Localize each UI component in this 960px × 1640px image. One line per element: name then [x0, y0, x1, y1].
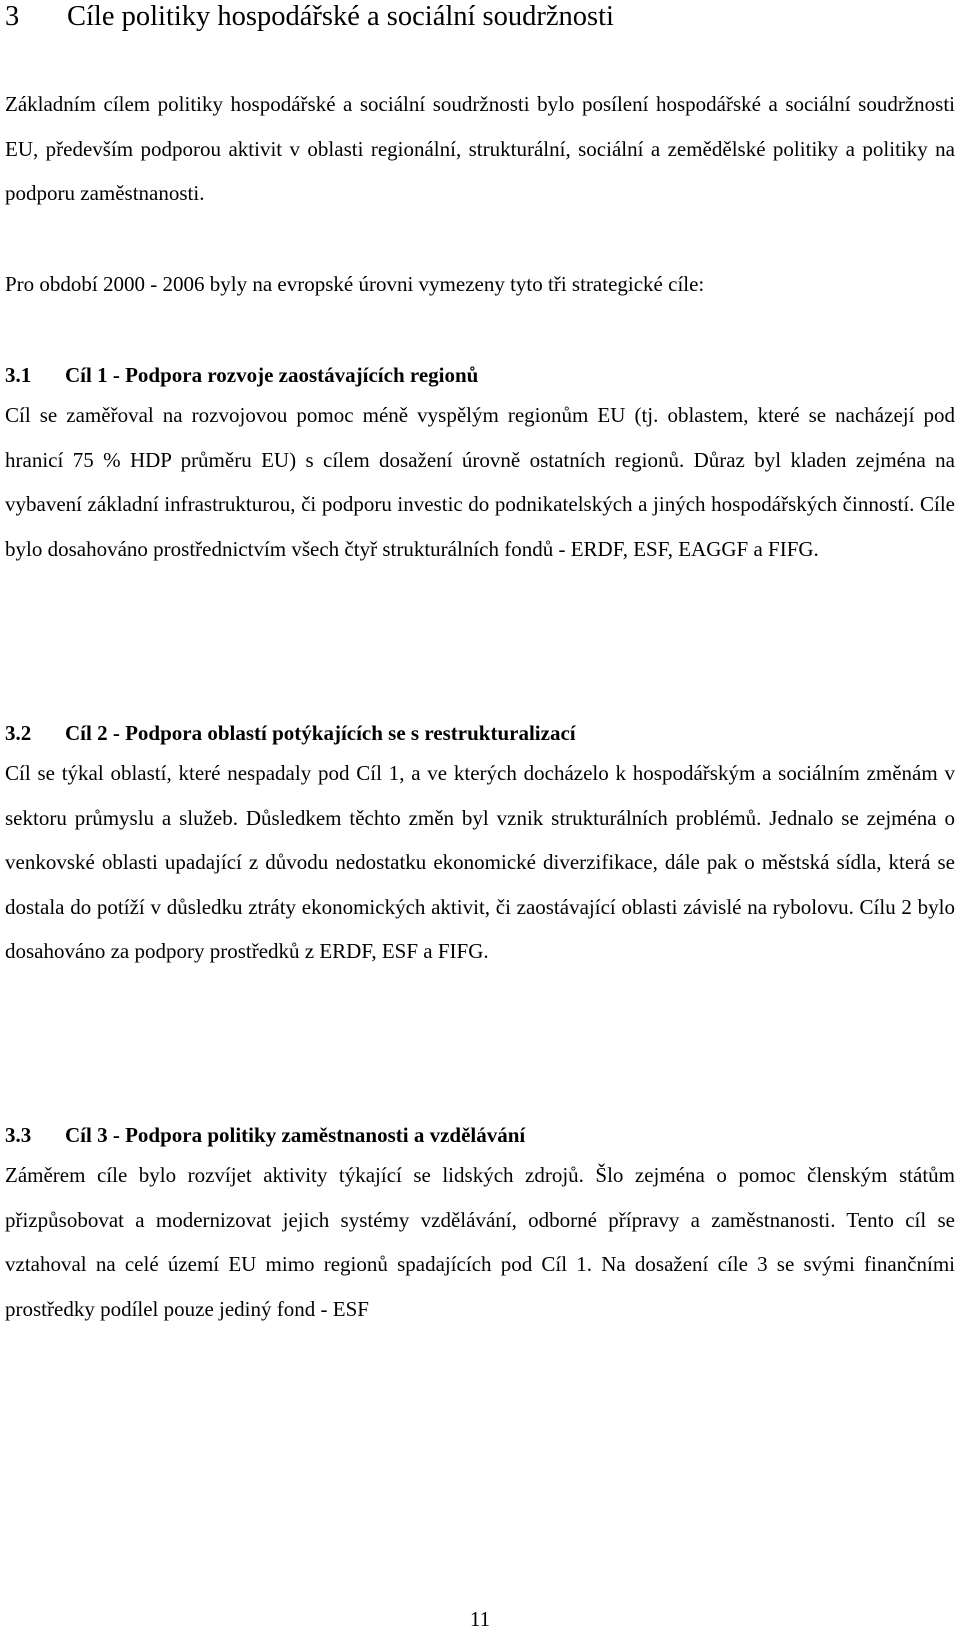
- section-title: Cíl 3 - Podpora politiky zaměstnanosti a vzdělávání: [65, 1123, 526, 1147]
- intro-goals-paragraph: Pro období 2000 - 2006 byly na evropské úrovni vymezeny tyto tři strategické cíle:: [5, 272, 705, 296]
- section-heading-cil-3: [5, 1121, 525, 1149]
- page-number: 11: [469, 1607, 491, 1631]
- section-text-cil-3: Záměrem cíle bylo rozvíjet aktivity týkající se lidských zdrojů. Šlo zejména o pomoc členským státům přizpůsobovat a modernizovat jejich systémy vzdělávání, odborné přípravy a zaměstnanosti. Tento cíl se vztahoval na celé území EU mimo regionů spadajících pod Cíl 1. Na dosažení cíle 3 se svými finančními prostředky podílel pouze jediný fond - ESF: [5, 1163, 955, 1321]
- section-text-cil-2: Cíl se týkal oblastí, které nespadaly pod Cíl 1, a ve kterých docházelo k hospodářským a sociálním změnám v sektoru průmyslu a služeb. Důsledkem těchto změn byl vznik strukturálních problémů. Jednalo se zejména o venkovské oblasti upadající z důvodu nedostatku ekonomické diverzifikace, dále pak o městská sídla, která se dostala do potíží v důsledku ztráty ekonomických aktivit, či zaostávající oblasti závislé na rybolovu. Cílu 2 bylo dosahováno za podpory prostředků z ERDF, ESF a FIFG.: [5, 761, 955, 963]
- section-number: 3.2: [5, 721, 32, 745]
- section-heading-cil-2: [5, 719, 576, 747]
- section-number: 3.3: [5, 1123, 32, 1147]
- section-text-cil-1: Cíl se zaměřoval na rozvojovou pomoc méně vyspělým regionům EU (tj. oblastem, které se nacházejí pod hranicí 75 % HDP průměru EU) s cílem dosažení úrovně ostatních regionů. Důraz byl kladen zejména na vybavení základní infrastrukturou, či podporu investic do podnikatelských a jiných hospodářských činností. Cíle bylo dosahováno prostřednictvím všech čtyř strukturálních fondů - ERDF, ESF, EAGGF a FIFG.: [5, 403, 955, 561]
- section-heading-cil-1: [5, 361, 478, 389]
- section-number: 3.1: [5, 363, 32, 387]
- chapter-title-text: Cíle politiky hospodářské a sociální soudržnosti: [67, 1, 614, 32]
- chapter-number: 3: [5, 1, 20, 32]
- chapter-title: [5, 0, 614, 34]
- section-title: Cíl 2 - Podpora oblastí potýkajících se s restrukturalizací: [65, 721, 576, 745]
- intro-paragraph: Základním cílem politiky hospodářské a sociální soudržnosti bylo posílení hospodářské a sociální soudržnosti EU, především podporou aktivit v oblasti regionální, strukturální, sociální a zemědělské politiky a politiky na podporu zaměstnanosti.: [5, 92, 955, 205]
- section-title: Cíl 1 - Podpora rozvoje zaostávajících regionů: [65, 363, 479, 387]
